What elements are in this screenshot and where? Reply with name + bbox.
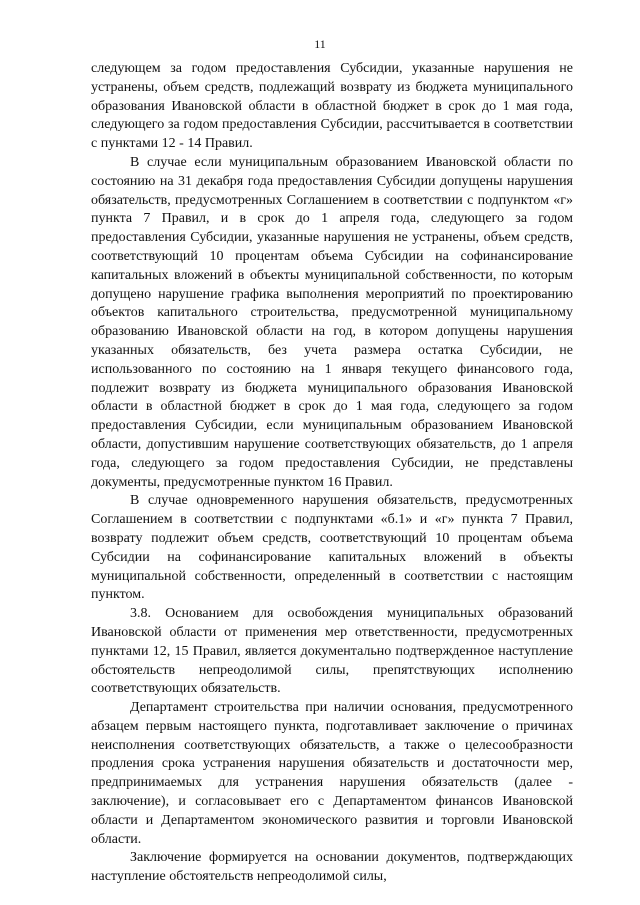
- paragraph-3-8-force-majeure: 3.8. Основанием для освобождения муниципальных образований Ивановской области от применения мер ответственности, предусмотренных пунктами 12, 15 Правил, является документально подтвержденное наступление обстоятельств непреодолимой силы, препятствующих исполнению соответствующих обязательств.: [91, 606, 573, 697]
- paragraph-late-violation: В случае если муниципальным образованием Ивановской области по состоянию на 31 декабря года предоставления Субсидии допущены нарушения обязательств, предусмотренных Соглашением в соответствии с подпунктом «г» пункта 7 Правил, и в срок до 1 апреля года, следующего за годом предоставления Субсидии, указанные нарушения не устранены, объем средств, соответствующий 10 процентам объема Субсидии на софинансирование капитальных вложений в объекты муниципальной собственности, по которым допущено нарушение графика выполнения мероприятий по проектированию объектов капитального строительства, предусмотренной муниципальному образованию Ивановской области на год, в котором допущены нарушения указанных обязательств, без учета размера остатка Субсидии, не использованного по состоянию на 1 января текущего финансового года, подлежит возврату из бюджета муниципального образования Ивановской области в областной бюджет в срок до 1 мая года, следующего за годом предоставления Субсидии, если муниципальным образованием Ивановской области, допустившим нарушение соответствующих обязательств, до 1 апреля года, следующего за годом предоставления Субсидии, не представлены документы, предусмотренные пунктом 16 Правил.: [91, 154, 573, 490]
- paragraph-conclusion-formation: Заключение формируется на основании документов, подтверждающих наступление обстоятельств непреодолимой силы,: [91, 850, 573, 885]
- paragraph-continuation: следующем за годом предоставления Субсидии, указанные нарушения не устранены, объем средств, подлежащий возврату из бюджета муниципального образования Ивановской области в областной бюджет в срок до 1 мая года, следующего за годом предоставления Субсидии, рассчитывается в соответствии с пунктами 12 - 14 Правил.: [91, 61, 573, 152]
- paragraph-department-conclusion: Департамент строительства при наличии основания, предусмотренного абзацем первым настоящего пункта, подготавливает заключение о причинах неисполнения соответствующих обязательств, а также о целесообразности продления срока устранения нарушения обязательств и достаточности мер, предпринимаемых для устранения нарушения обязательств (далее - заключение), и согласовывает его с Департаментом финансов Ивановской области и Департаментом экономического развития и торговли Ивановской области.: [91, 700, 573, 847]
- page-number: 11: [314, 37, 326, 51]
- body-text: [91, 60, 573, 887]
- paragraph-simultaneous-violation: В случае одновременного нарушения обязательств, предусмотренных Соглашением в соответствии с подпунктами «б.1» и «г» пункта 7 Правил, возврату подлежит объем средств, соответствующий 10 процентам объема Субсидии на софинансирование капитальных вложений в объекты муниципальной собственности, определенный в соответствии с настоящим пунктом.: [91, 493, 573, 603]
